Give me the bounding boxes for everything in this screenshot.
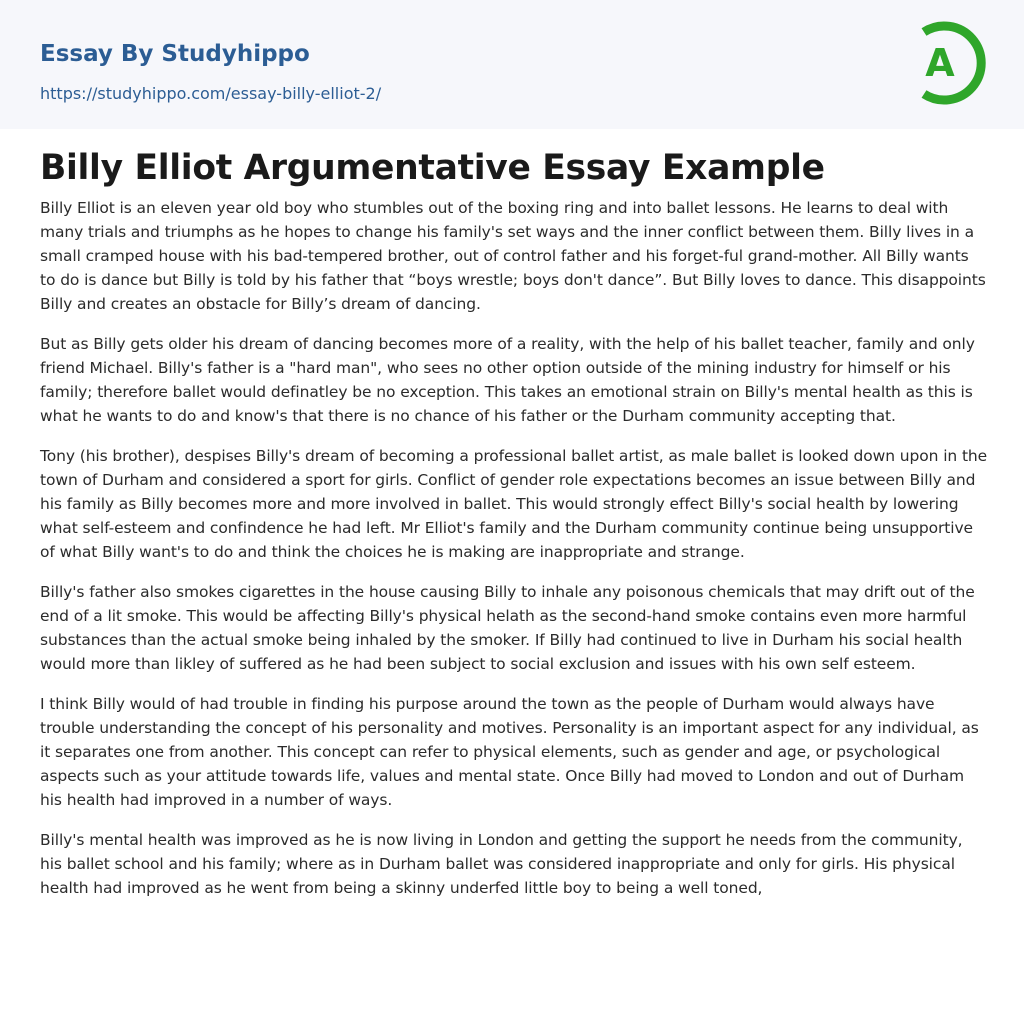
- logo-letter: A: [925, 41, 955, 85]
- paragraph-6: Billy's mental health was improved as he is now living in London and getting the support he needs from the community, his ballet school and his family; where as in Durham ballet was considered inappropriate and only for girls. His physical health had improved as he went from being a skinny underfed little boy to being a well toned,: [40, 831, 963, 897]
- paragraph-2: But as Billy gets older his dream of dancing becomes more of a reality, with the help of his ballet teacher, family and only friend Michael. Billy's father is a "hard man", who sees no other option outside of the mining industry for himself or his family; therefore ballet would definatley be no exception. This takes an emotional strain on Billy's mental health as this is what he wants to do and know's that there is no chance of his father or the Durham community accepting that.: [40, 335, 975, 425]
- studyhippo-logo-icon[interactable]: [912, 19, 988, 107]
- site-header: [0, 0, 1024, 129]
- article-content: [40, 147, 988, 916]
- paragraph-1: Billy Elliot is an eleven year old boy who stumbles out of the boxing ring and into ballet lessons. He learns to deal with many trials and triumphs as he hopes to change his family's set ways and the inner conflict between them. Billy lives in a small cramped house with his bad-tempered brother, out of control father and his forget-ful grand-mother. All Billy wants to do is dance but Billy is told by his father that “boys wrestle; boys don't dance”. But Billy loves to dance. This disappoints Billy and creates an obstacle for Billy’s dream of dancing.: [40, 199, 986, 313]
- site-brand[interactable]: Essay By Studyhippo: [40, 41, 310, 67]
- paragraph-3: Tony (his brother), despises Billy's dream of becoming a professional ballet artist, as male ballet is looked down upon in the town of Durham and considered a sport for girls. Conflict of gender role expectations becomes an issue between Billy and his family as Billy becomes more and more involved in ballet. This would strongly effect Billy's social health by lowering what self-esteem and confindence he had left. Mr Elliot's family and the Durham community continue being unsupportive of what Billy want's to do and think the choices he is making are inappropriate and strange.: [40, 447, 988, 561]
- paragraph-5: I think Billy would of had trouble in finding his purpose around the town as the people of Durham would always have trouble understanding the concept of his personality and motives. Personality is an important aspect for any individual, as it separates one from another. This concept can refer to physical elements, such as gender and age, or psychological aspects such as your attitude towards life, values and mental state. Once Billy had moved to London and out of Durham his health had improved in a number of ways.: [40, 695, 979, 809]
- paragraph-4: Billy's father also smokes cigarettes in the house causing Billy to inhale any poisonous chemicals that may drift out of the end of a lit smoke. This would be affecting Billy's physical helath as the second-hand smoke contains even more harmful substances than the actual smoke being inhaled by the smoker. If Billy had continued to live in Durham his social health would more than likley of suffered as he had been subject to social exclusion and issues with his own self esteem.: [40, 583, 975, 673]
- article-title: Billy Elliot Argumentative Essay Example: [40, 148, 825, 188]
- article-url-link[interactable]: https://studyhippo.com/essay-billy-elliot-2/: [40, 84, 382, 103]
